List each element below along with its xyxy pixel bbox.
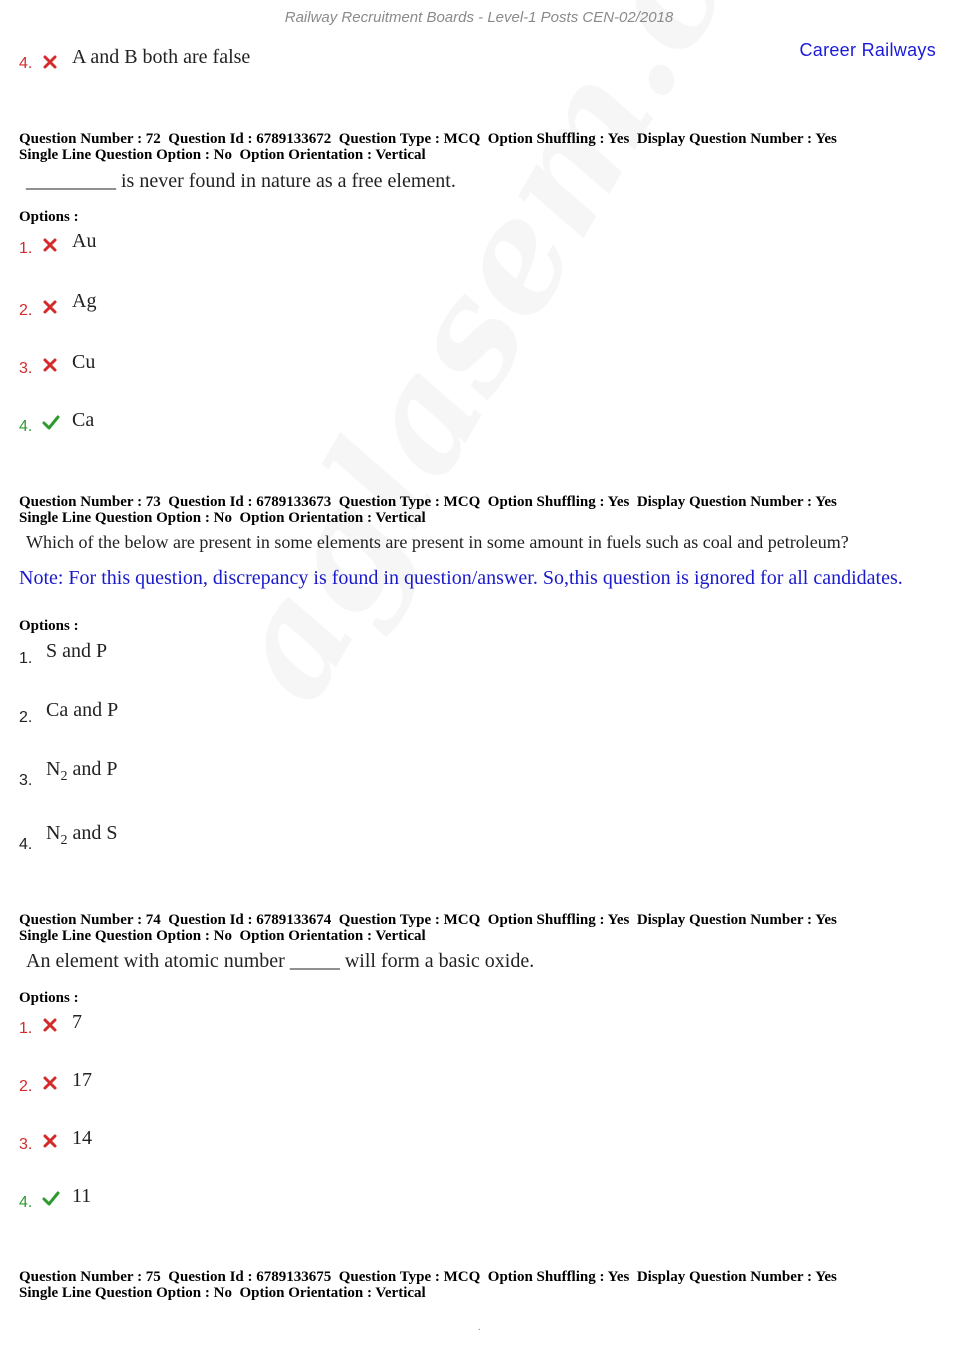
option-text [46,758,117,785]
discrepancy-note: Note: For this question, discrepancy is found in question/answer. So,this question is ignored for all candidates. [19,567,903,589]
option-number: 2. [19,1078,33,1095]
option-number: 3. [19,360,33,377]
check-icon [42,414,60,430]
formula-rest: and P [67,758,118,780]
option-text: S and P [46,640,108,662]
option-number: 1. [19,240,33,257]
formula-subscript: 2 [60,833,68,848]
question-meta: Question Number : 73 Question Id : 6789133673 Question Type : MCQ Option Shuffling : Yes Display Question Number : Yes [19,494,837,510]
cross-icon [42,357,58,373]
question-meta-line2: Single Line Question Option : No Option Orientation : Vertical [19,928,426,944]
option-number: 4. [19,1194,33,1211]
option-number: 3. [19,1136,33,1153]
formula-subscript: 2 [60,769,68,784]
option-number: 1. [19,650,33,667]
brand-label: Career Railways [799,40,936,60]
option-text: 14 [72,1127,92,1149]
cross-icon [42,54,58,70]
watermark [190,0,891,728]
cross-icon [42,1133,58,1149]
option-text: Ca and P [46,699,119,721]
option-text: Au [72,230,97,252]
options-label: Options : [19,209,79,225]
question-meta-line2: Single Line Question Option : No Option Orientation : Vertical [19,147,426,163]
question-meta-line2: Single Line Question Option : No Option Orientation : Vertical [19,510,426,526]
question-meta-line2: Single Line Question Option : No Option Orientation : Vertical [19,1285,426,1301]
option-number: 2. [19,302,33,319]
option-number: 1. [19,1020,33,1037]
option-text: 17 [72,1069,92,1091]
option-number: 3. [19,772,33,789]
footer-dot: . [478,1322,481,1333]
question-text: Which of the below are present in some elements are present in some amount in fuels such as coal and petroleum? [26,532,849,552]
question-meta: Question Number : 75 Question Id : 6789133675 Question Type : MCQ Option Shuffling : Yes Display Question Number : Yes [19,1269,837,1285]
page-header-title: Railway Recruitment Boards - Level-1 Posts CEN-02/2018 [284,9,674,26]
question-meta: Question Number : 72 Question Id : 6789133672 Question Type : MCQ Option Shuffling : Yes Display Question Number : Yes [19,131,837,147]
option-number: 4. [19,418,33,435]
option-text: Ca [72,409,95,431]
options-label: Options : [19,618,79,634]
option-text: 11 [72,1185,92,1207]
option-text: 7 [72,1011,82,1033]
option-number: 4. [19,55,33,72]
formula-rest: and S [67,822,118,844]
option-text: Cu [72,351,96,373]
cross-icon [42,299,58,315]
cross-icon [42,1075,58,1091]
check-icon [42,1190,60,1206]
formula-element: N [46,822,61,844]
cross-icon [42,1017,58,1033]
option-number: 4. [19,836,33,853]
cross-icon [42,237,58,253]
question-meta: Question Number : 74 Question Id : 6789133674 Question Type : MCQ Option Shuffling : Yes Display Question Number : Yes [19,912,837,928]
question-text: _________ is never found in nature as a free element. [26,170,456,192]
option-text: A and B both are false [72,46,251,68]
options-label: Options : [19,990,79,1006]
option-number: 2. [19,709,33,726]
option-text: Ag [72,290,97,312]
formula-element: N [46,758,61,780]
option-text [46,822,117,849]
question-text: An element with atomic number _____ will form a basic oxide. [26,950,535,972]
